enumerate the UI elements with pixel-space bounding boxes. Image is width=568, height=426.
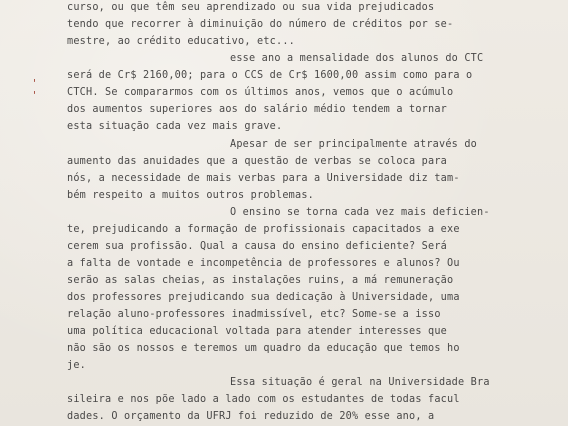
text-line: Essa situação é geral na Universidade Bra (230, 377, 490, 388)
text-line: aumento das anuidades que a questão de verbas se coloca para (67, 156, 448, 167)
text-line: sileira e nos põe lado a lado com os estudantes de todas facul (67, 394, 460, 405)
margin-mark: ' (33, 89, 37, 102)
text-line: dos professores prejudicando sua dedicação à Universidade, uma (67, 292, 460, 303)
text-line: dades. O orçamento da UFRJ foi reduzido de 20% esse ano, a (67, 411, 435, 422)
text-line: uma política educacional voltada para atender interesses que (67, 326, 448, 337)
text-line: relação aluno-professores inadmissível, etc? Some-se a isso (67, 309, 441, 320)
text-line: tendo que recorrer à diminuição do número de créditos por se- (67, 19, 454, 30)
text-line: dos aumentos superiores aos do salário médio tendem a tornar (67, 104, 448, 115)
text-line: je. (67, 360, 87, 371)
text-line: Apesar de ser principalmente através do (230, 139, 478, 150)
margin-mark: ' (33, 77, 37, 90)
text-line: curso, ou que têm seu aprendizado ou sua vida prejudicados (67, 2, 435, 13)
text-line: serão as salas cheias, as instalações ruins, a má remuneração (67, 275, 454, 286)
text-line: esse ano a mensalidade dos alunos do CTC (230, 53, 484, 64)
text-line: bém respeito a muitos outros problemas. (67, 190, 315, 201)
text-line: mestre, ao crédito educativo, etc... (67, 36, 296, 47)
text-line: O ensino se torna cada vez mais deficien- (230, 207, 490, 218)
text-line: te, prejudicando a formação de profissionais capacitados a exe (67, 224, 460, 235)
text-line: CTCH. Se compararmos com os últimos anos, vemos que o acúmulo (67, 87, 454, 98)
text-line: nós, a necessidade de mais verbas para a Universidade diz tam- (67, 173, 460, 184)
text-line: a falta de vontade e incompetência de professores e alunos? Ou (67, 258, 460, 269)
text-line: não são os nossos e teremos um quadro da educação que temos ho (67, 343, 460, 354)
text-line: será de Cr$ 2160,00; para o CCS de Cr$ 1600,00 assim como para o (67, 70, 473, 81)
text-line: cerem sua profissão. Qual a causa do ensino deficiente? Será (67, 241, 448, 252)
text-line: esta situação cada vez mais grave. (67, 121, 283, 132)
